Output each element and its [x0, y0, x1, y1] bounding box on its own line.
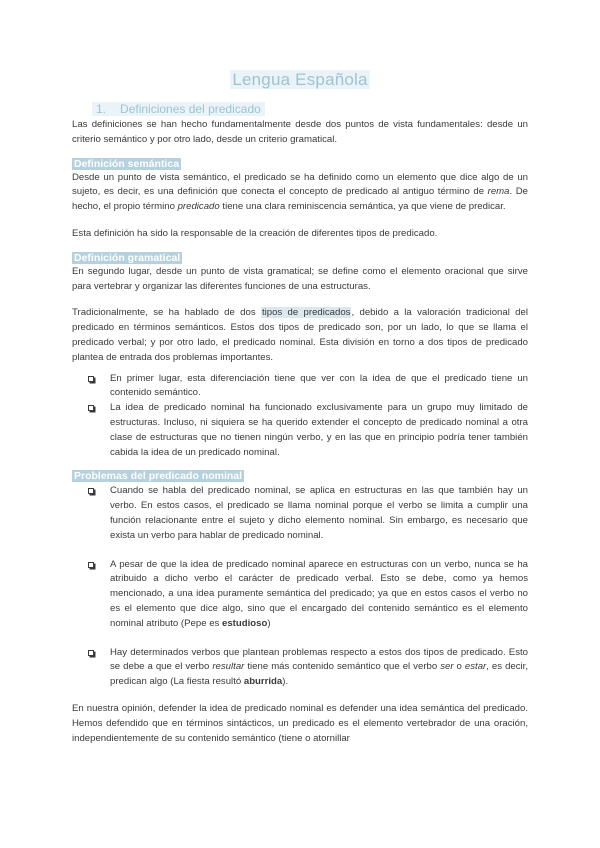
list-item: En primer lugar, esta diferenciación tiene que ver con la idea de que el predicado tiene un contenido semántico.	[110, 372, 528, 402]
gramatical-paragraph-1: En segundo lugar, desde un punto de vista gramatical; se define como el elemento oracional que sirve para vertebrar y organizar las diferentes funciones de una estructuras.	[72, 265, 528, 292]
section-heading-definiciones: 1. Definiciones del predicado	[72, 102, 528, 116]
subheading-problemas-predicado-nominal: Problemas del predicado nominal	[74, 470, 243, 483]
highlighted-text: tipos de predicados	[261, 307, 351, 319]
square-bullet-icon	[88, 405, 94, 411]
gramatical-bullet-list	[72, 372, 528, 461]
document-title: Lengua Española	[232, 70, 368, 89]
gramatical-paragraph-2: Tradicionalmente, se ha hablado de dos tipos de predicados, debido a la valoración tradicional del predicado en términos semánticos. Estos dos tipos de predicado son, por un lado, lo que se llama el predicado verbal; y por otro lado, el predicado nominal. Esta división en torno a dos tipos de predicado plantea de entrada dos problemas importantes.	[72, 307, 528, 363]
list-item: La idea de predicado nominal ha funcionado exclusivamente para un grupo muy limitado de estructuras. Incluso, ni siquiera se ha querido extender el concepto de predicado nominal a otra clase de estructuras que no tienen ningún verbo, y en las que en principio podría tener también cabida la idea de un predicado nominal.	[110, 401, 528, 460]
list-item: Hay determinados verbos que plantean problemas respecto a estos dos tipos de predicado. Esto se debe a que el verbo resultar tiene más contenido semántico que el verbo ser o estar, es decir, predican algo (La fiesta resultó aburrida).	[110, 646, 528, 690]
semantica-paragraph-1: Desde un punto de vista semántico, el predicado se ha definido como un elemento que dice algo de un sujeto, es decir, es una definición que conecta el concepto de predicado al antiguo término de rema. De hecho, el propio término predicado tiene una clara reminiscencia semántica, ya que viene de predicar.	[72, 171, 528, 213]
list-item: A pesar de que la idea de predicado nominal aparece en estructuras con un verbo, nunca se ha atribuido a dicho verbo el carácter de predicado verbal. Esto se debe, como ya hemos mencionado, a una idea puramente semántica del predicado; ya que en estos casos el verbo no es el elemento que dice algo, sino que el encargado del contenido semántico es el elemento nominal atributo (Pepe es estudioso)	[110, 558, 528, 632]
closing-paragraph: En nuestra opinión, defender la idea de predicado nominal es defender una idea semántica del predicado. Hemos defendido que en términos sintácticos, un predicado es el elemento vertebrador de una oración, independientemente de su contenido semántico (tiene o atornillar	[72, 702, 528, 744]
square-bullet-icon	[88, 650, 94, 656]
square-bullet-icon	[88, 488, 94, 494]
semantica-paragraph-2: Esta definición ha sido la responsable de la creación de diferentes tipos de predicado.	[72, 227, 438, 239]
square-bullet-icon	[88, 376, 94, 382]
subheading-definicion-semantica: Definición semántica	[74, 157, 180, 170]
subheading-definicion-gramatical: Definición gramatical	[74, 251, 181, 264]
square-bullet-icon	[88, 562, 94, 568]
problemas-bullet-list	[72, 484, 528, 690]
intro-paragraph: Las definiciones se han hecho fundamentalmente desde dos puntos de vista fundamentales: desde un criterio semántico y por otro lado, desde un criterio gramatical.	[72, 119, 528, 145]
list-item: Cuando se habla del predicado nominal, se aplica en estructuras en las que también hay un verbo. En estos casos, el predicado se llama nominal porque el verbo se limita a cumplir una función relacionante entre el sujeto y dicho elemento nominal. Sin embargo, es necesario que exista un verbo para hablar de predicado nominal.	[110, 484, 528, 543]
